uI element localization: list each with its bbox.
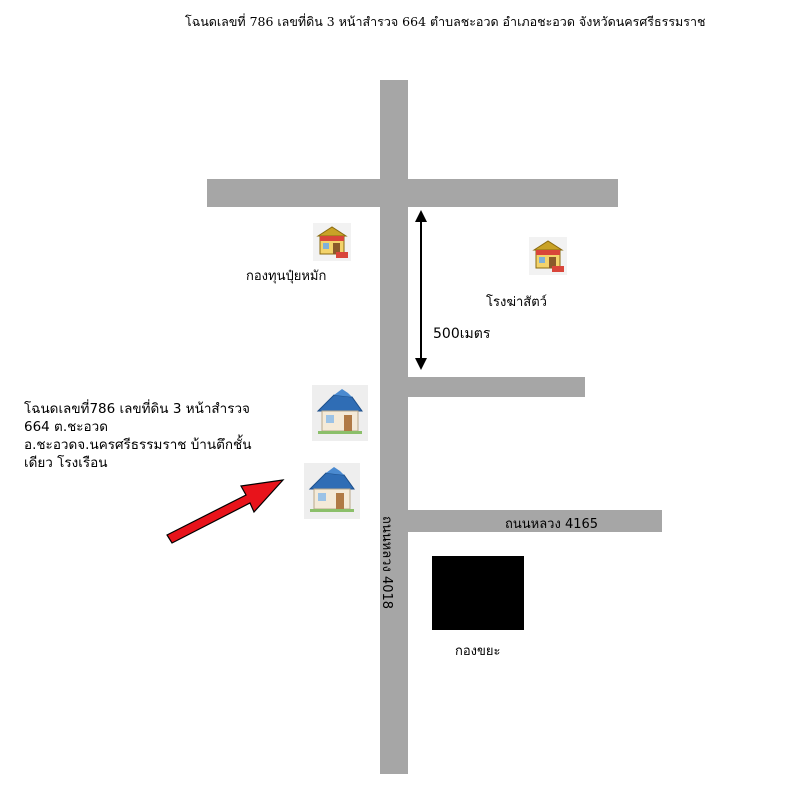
property-line: 664 ต.ชะอวด <box>24 419 108 435</box>
property-line: โฉนดเลขที่786 เลขที่ดิน 3 หน้าสำรวจ <box>24 401 250 417</box>
property-line: เดียว โรงเรือน <box>24 455 108 471</box>
garbage-dump-label: กองขยะ <box>455 644 501 659</box>
road-4165-label: ถนนหลวง 4165 <box>505 517 599 532</box>
page-title: โฉนดเลขที่ 786 เลขที่ดิน 3 หน้าสำรวจ 664 ตำบลชะอวด อำเภอชะอวด จังหวัดนครศรีธรรมราช <box>185 14 706 29</box>
compost-fund-label: กองทุนปุ๋ยหมัก <box>246 269 327 284</box>
property-line: อ.ชะอวดจ.นครศรีธรรมราช บ้านตึกชั้น <box>24 437 252 453</box>
garbage-dump-block <box>432 556 524 630</box>
road-4018-label: ถนนหลวง 4018 <box>379 516 394 610</box>
distance-label: 500เมตร <box>433 326 491 342</box>
slaughterhouse-label: โรงฆ่าสัตว์ <box>486 295 547 310</box>
